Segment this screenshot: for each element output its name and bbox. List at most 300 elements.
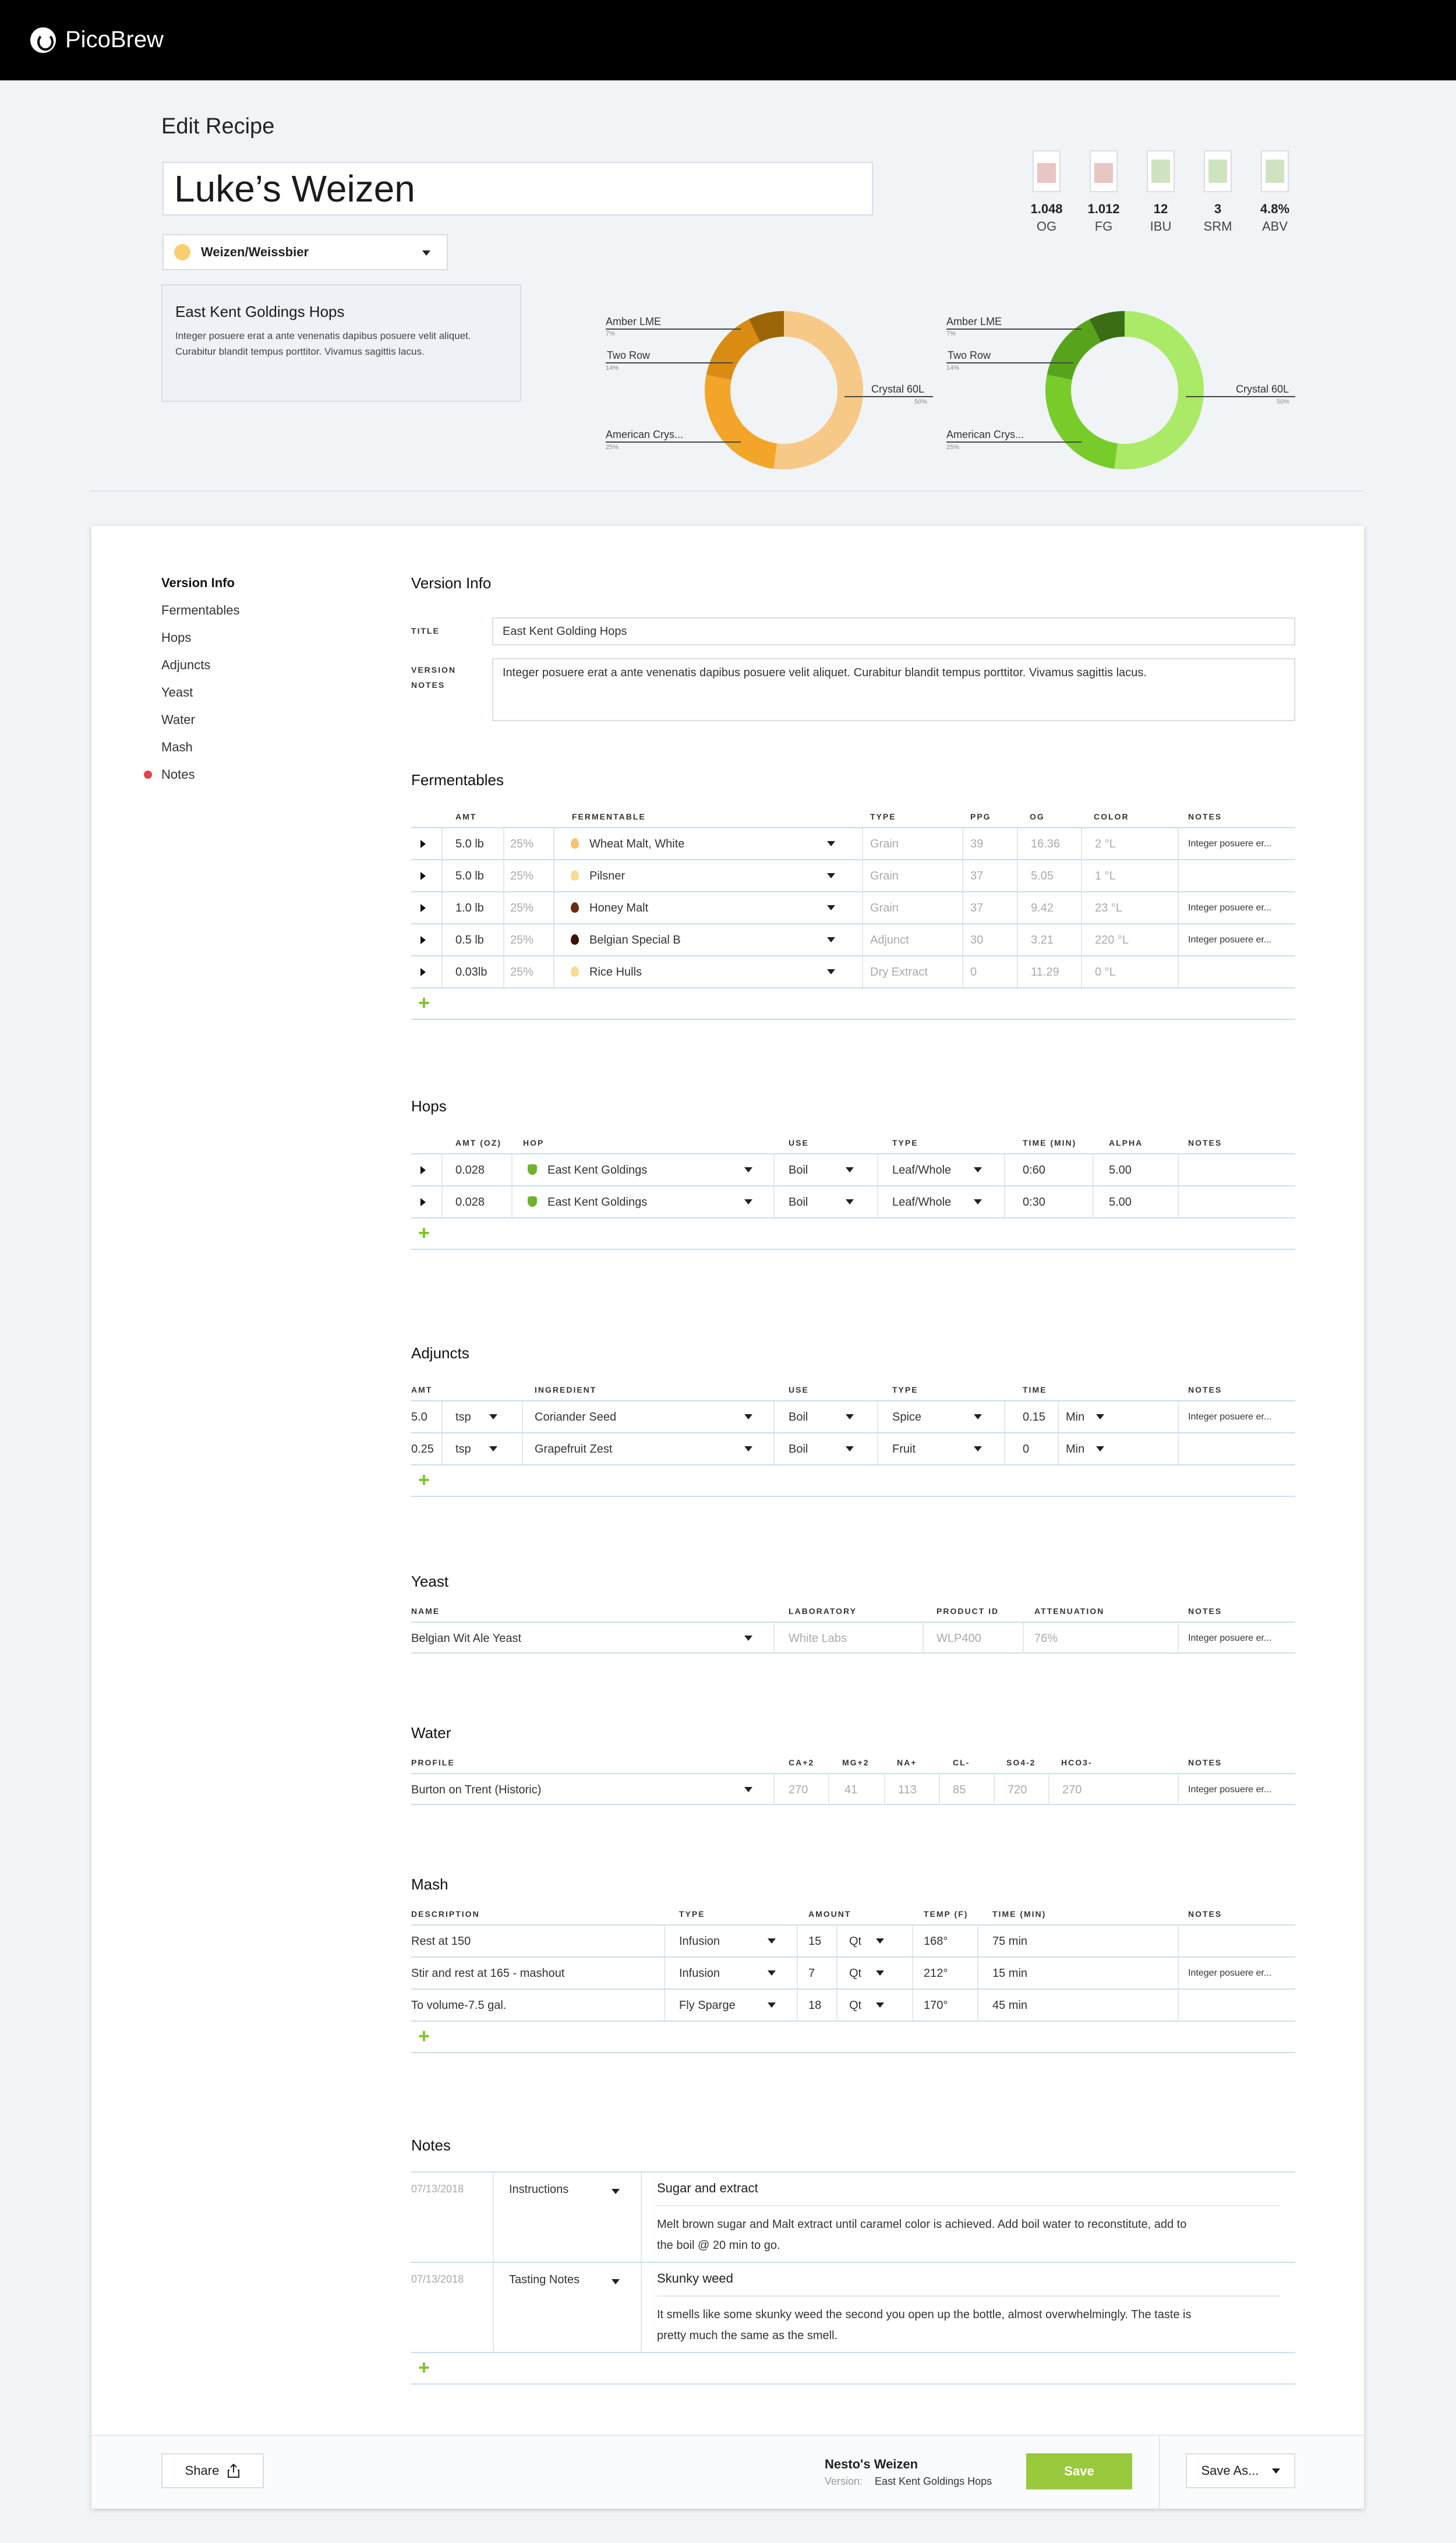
- column-header: PRODUCT ID: [936, 1606, 999, 1616]
- notes-cell[interactable]: Integer posuere er...: [1188, 1412, 1272, 1422]
- ppg-cell: 37: [970, 902, 984, 914]
- expand-row-icon[interactable]: [420, 1166, 426, 1174]
- mash-type-select[interactable]: Fly Sparge: [679, 1999, 736, 2012]
- unit-select[interactable]: Qt: [849, 1967, 862, 1980]
- column-header: DESCRIPTION: [411, 1909, 480, 1919]
- ppg-cell: 37: [970, 870, 984, 882]
- fermentable-name: Wheat Malt, White: [589, 838, 685, 850]
- fermentable-select[interactable]: [571, 934, 681, 947]
- ibu-gauge-icon: [1147, 150, 1175, 192]
- ingredient-select[interactable]: Grapefruit Zest: [535, 1443, 613, 1456]
- amount-cell[interactable]: 0.03lb: [455, 966, 487, 979]
- column-header: TEMP (F): [924, 1909, 969, 1919]
- version-notes-label-line1: VERSION: [411, 665, 457, 674]
- section-title-mash: Mash: [411, 1876, 448, 1893]
- note-category-select[interactable]: Tasting Notes: [509, 2273, 580, 2286]
- chart-label: Two Row: [607, 349, 651, 361]
- hop-select[interactable]: [528, 1196, 647, 1209]
- percent-cell: 25%: [510, 966, 534, 979]
- column-header: NA+: [897, 1758, 917, 1767]
- add-hop-row: [411, 1217, 1295, 1250]
- chevron-down-icon[interactable]: [846, 1446, 854, 1451]
- stat-label: ABV: [1261, 219, 1288, 234]
- color-cell: 0 °L: [1095, 966, 1116, 979]
- expand-row-icon[interactable]: [420, 904, 426, 912]
- section-title-water: Water: [411, 1724, 451, 1742]
- type-cell: Grain: [870, 838, 899, 850]
- column-header: NOTES: [1188, 1385, 1222, 1394]
- hco3-cell: 270: [1062, 1783, 1082, 1796]
- amount-cell[interactable]: 5.0 lb: [455, 838, 484, 850]
- column-header: OG: [1030, 812, 1045, 821]
- title-label: TITLE: [411, 626, 440, 635]
- hops-table: [411, 1130, 1295, 1250]
- add-note-row: [411, 2352, 1295, 2385]
- note-body-line1[interactable]: It smells like some skunky weed the second you open up the bottle, almost overwhelmingly. The taste is: [657, 2308, 1192, 2321]
- temp-cell[interactable]: 170°: [924, 1999, 948, 2012]
- column-header: HCO3-: [1061, 1758, 1093, 1767]
- notes-cell[interactable]: Integer posuere er...: [1188, 839, 1272, 849]
- table-row: [411, 1153, 1295, 1185]
- time-cell[interactable]: 0:30: [1023, 1196, 1045, 1209]
- picobrew-logo-icon: [30, 27, 56, 53]
- temp-cell[interactable]: 212°: [924, 1967, 948, 1980]
- table-row: [411, 859, 1295, 891]
- column-header: MG+2: [842, 1758, 870, 1767]
- stat-ibu: [1132, 150, 1189, 234]
- grain-bill-donut-chart-green: [1043, 309, 1206, 472]
- ca-cell: 270: [789, 1783, 808, 1796]
- chevron-down-icon[interactable]: [846, 1199, 854, 1205]
- ppg-cell: 0: [970, 966, 977, 979]
- unit-select[interactable]: tsp: [455, 1411, 471, 1424]
- fermentable-select[interactable]: [571, 870, 625, 883]
- stat-og: [1018, 150, 1075, 234]
- note-body-line2[interactable]: pretty much the same as the smell.: [657, 2329, 838, 2342]
- time-unit-select[interactable]: Min: [1066, 1443, 1085, 1456]
- section-title-version-info: Version Info: [411, 574, 492, 592]
- recipe-stats: [1018, 150, 1303, 234]
- use-select[interactable]: Boil: [789, 1443, 808, 1456]
- mg-cell: 41: [844, 1783, 858, 1796]
- chevron-down-icon[interactable]: [846, 1414, 854, 1419]
- time-cell[interactable]: 15 min: [992, 1967, 1028, 1980]
- hop-card-title: East Kent Goldings Hops: [175, 303, 345, 320]
- stat-value: 12: [1153, 202, 1168, 216]
- share-button[interactable]: [161, 2453, 264, 2488]
- chart-value-label: 25%: [606, 444, 619, 451]
- expand-row-icon[interactable]: [420, 872, 426, 880]
- temp-cell[interactable]: 168°: [924, 1935, 948, 1948]
- amount-cell[interactable]: 5.0 lb: [455, 870, 484, 882]
- og-cell: 9.42: [1031, 902, 1054, 914]
- hop-info-card: [161, 284, 521, 402]
- chevron-down-icon[interactable]: [827, 969, 835, 974]
- chevron-down-icon[interactable]: [768, 1970, 776, 1976]
- time-cell[interactable]: 45 min: [992, 1999, 1028, 2012]
- cl-cell: 85: [953, 1783, 966, 1796]
- color-cell: 2 °L: [1095, 838, 1116, 850]
- expand-row-icon[interactable]: [420, 936, 426, 944]
- add-note-button[interactable]: +: [418, 2357, 430, 2379]
- column-header: USE: [789, 1138, 809, 1147]
- chevron-down-icon[interactable]: [1096, 1446, 1104, 1451]
- chevron-down-icon[interactable]: [846, 1167, 854, 1172]
- column-header: ATTENUATION: [1034, 1606, 1105, 1616]
- column-header: TIME (MIN): [1023, 1138, 1077, 1147]
- chevron-down-icon[interactable]: [974, 1446, 982, 1451]
- column-header: PPG: [970, 812, 991, 821]
- chart-label: Crystal 60L: [1236, 383, 1289, 395]
- expand-row-icon[interactable]: [420, 1198, 426, 1206]
- table-row: [411, 1989, 1295, 2021]
- section-title-hops: Hops: [411, 1097, 447, 1115]
- grain-color-icon: [571, 902, 579, 913]
- brand-name: PicoBrew: [65, 27, 164, 52]
- section-title-yeast: Yeast: [411, 1573, 449, 1590]
- type-cell: Grain: [870, 902, 899, 914]
- leader-line: [606, 329, 741, 330]
- mash-type-select[interactable]: Infusion: [679, 1935, 720, 1948]
- amount-cell[interactable]: 0.028: [455, 1164, 485, 1177]
- column-header: NOTES: [1188, 1758, 1222, 1767]
- column-header: INGREDIENT: [535, 1385, 597, 1394]
- og-cell: 5.05: [1031, 870, 1054, 882]
- alpha-cell[interactable]: 5.00: [1109, 1196, 1132, 1209]
- chart-value-label: 7%: [606, 330, 615, 337]
- column-header: AMT (OZ): [455, 1138, 501, 1147]
- na-cell: 113: [898, 1783, 917, 1796]
- stat-value: 1.048: [1030, 202, 1063, 216]
- chevron-down-icon[interactable]: [827, 841, 835, 846]
- use-select[interactable]: Boil: [789, 1164, 808, 1177]
- expand-row-icon[interactable]: [420, 968, 426, 976]
- add-fermentable-button[interactable]: +: [418, 992, 430, 1014]
- type-cell: Adjunct: [870, 934, 909, 946]
- leader-line: [946, 362, 1073, 363]
- table-header: [411, 1750, 1295, 1773]
- color-cell: 220 °L: [1095, 934, 1129, 946]
- leader-line: [946, 329, 1082, 330]
- column-header: PROFILE: [411, 1758, 455, 1767]
- expand-row-icon[interactable]: [420, 840, 426, 848]
- column-header: TYPE: [870, 812, 896, 821]
- yeast-table: [411, 1598, 1295, 1654]
- use-select[interactable]: Boil: [789, 1196, 808, 1209]
- donut-slice-crystal-60l: [1114, 311, 1204, 469]
- note-date: 07/13/2018: [411, 2273, 464, 2285]
- nav-item-adjuncts[interactable]: Adjuncts: [161, 658, 211, 672]
- recipe-name-input[interactable]: Luke’s Weizen: [162, 162, 873, 216]
- color-cell: 1 °L: [1095, 870, 1116, 882]
- hop-icon: [528, 1196, 537, 1207]
- note-title[interactable]: Sugar and extract: [657, 2181, 758, 2195]
- srm-gauge-icon: [1204, 150, 1232, 192]
- attenuation-cell: 76%: [1034, 1632, 1058, 1645]
- chevron-down-icon[interactable]: [768, 2002, 776, 2008]
- chart-label: Amber LME: [606, 316, 662, 327]
- stat-fg: [1075, 150, 1132, 234]
- chevron-down-icon[interactable]: [876, 1938, 884, 1944]
- table-row: [411, 827, 1295, 859]
- column-header: AMT: [455, 812, 477, 821]
- table-row: [411, 1432, 1295, 1464]
- section-title-fermentables: Fermentables: [411, 771, 504, 789]
- grain-color-icon: [571, 870, 579, 881]
- chart-value-label: 14%: [946, 365, 960, 372]
- water-table: [411, 1750, 1295, 1805]
- donut-slice-crystal-60l: [773, 311, 863, 469]
- column-header: TYPE: [679, 1909, 705, 1919]
- stat-label: SRM: [1203, 219, 1232, 234]
- chevron-down-icon[interactable]: [612, 2189, 620, 2194]
- hop-select[interactable]: [528, 1164, 647, 1177]
- save-as-label: Save As...: [1201, 2463, 1259, 2478]
- add-adjunct-button[interactable]: +: [418, 1469, 430, 1491]
- note-body-line1[interactable]: Melt brown sugar and Malt extract until caramel color is achieved. Add boil water to reconstitute, add to: [657, 2218, 1187, 2231]
- hop-icon: [528, 1164, 537, 1175]
- og-cell: 16.36: [1031, 838, 1061, 850]
- share-label: Share: [185, 2463, 220, 2478]
- table-row: [411, 955, 1295, 987]
- table-header: [411, 1598, 1295, 1622]
- time-cell[interactable]: 75 min: [992, 1935, 1028, 1948]
- water-profile-select[interactable]: Burton on Trent (Historic): [411, 1783, 542, 1796]
- style-value: Weizen/Weissbier: [201, 245, 309, 259]
- style-select[interactable]: [162, 234, 448, 270]
- notes-cell[interactable]: Integer posuere er...: [1188, 1968, 1272, 1978]
- unit-select[interactable]: Qt: [849, 1935, 862, 1948]
- chevron-down-icon: [1272, 2468, 1280, 2474]
- style-color-icon: [174, 244, 190, 260]
- table-header: [411, 1130, 1295, 1153]
- chevron-down-icon[interactable]: [744, 1199, 752, 1205]
- stat-value: 1.012: [1087, 202, 1120, 216]
- version-title-input[interactable]: East Kent Golding Hops: [492, 617, 1295, 645]
- chevron-down-icon[interactable]: [744, 1636, 752, 1641]
- chevron-down-icon[interactable]: [489, 1446, 497, 1451]
- note-title[interactable]: Skunky weed: [657, 2271, 733, 2286]
- chevron-down-icon[interactable]: [744, 1787, 752, 1792]
- amount-cell[interactable]: 7: [808, 1967, 815, 1980]
- notes-cell[interactable]: Integer posuere er...: [1188, 903, 1272, 913]
- time-cell[interactable]: 0.15: [1023, 1411, 1045, 1424]
- table-row: [411, 1400, 1295, 1432]
- version-notes-textarea[interactable]: Integer posuere erat a ante venenatis dapibus posuere velit aliquet. Curabitur blandit tempus porttitor. Vivamus sagittis lacus.: [492, 658, 1295, 721]
- notes-table: [411, 2171, 1295, 2385]
- table-row: [411, 1773, 1295, 1805]
- adjuncts-table: [411, 1377, 1295, 1497]
- column-header: FERMENTABLE: [572, 812, 646, 821]
- chevron-down-icon[interactable]: [827, 937, 835, 942]
- type-cell: Grain: [870, 870, 899, 882]
- hop-name: East Kent Goldings: [547, 1164, 648, 1177]
- use-select[interactable]: Boil: [789, 1411, 808, 1424]
- type-select[interactable]: Leaf/Whole: [892, 1164, 952, 1177]
- type-select[interactable]: Leaf/Whole: [892, 1196, 952, 1209]
- chart-value-label: 25%: [946, 444, 960, 451]
- amount-cell[interactable]: 1.0 lb: [455, 902, 484, 914]
- grain-color-icon: [571, 966, 579, 977]
- chevron-down-icon[interactable]: [974, 1414, 982, 1419]
- notes-cell[interactable]: Integer posuere er...: [1188, 935, 1272, 945]
- chevron-down-icon[interactable]: [827, 873, 835, 878]
- amount-cell[interactable]: 0.028: [455, 1196, 485, 1209]
- chevron-down-icon[interactable]: [768, 1938, 776, 1944]
- column-header: LABORATORY: [789, 1606, 857, 1616]
- brand-logo[interactable]: [30, 27, 164, 53]
- alpha-cell[interactable]: 5.00: [1109, 1164, 1132, 1177]
- grain-color-icon: [571, 934, 579, 945]
- fermentable-select[interactable]: [571, 838, 684, 851]
- type-select[interactable]: Fruit: [892, 1443, 916, 1456]
- nav-item-water[interactable]: Water: [161, 712, 195, 727]
- save-as-button[interactable]: [1186, 2453, 1295, 2488]
- chevron-down-icon[interactable]: [744, 1414, 752, 1419]
- description-cell[interactable]: To volume-7.5 gal.: [411, 1999, 507, 2012]
- fermentable-select[interactable]: [571, 966, 642, 979]
- notes-cell[interactable]: Integer posuere er...: [1188, 1633, 1272, 1643]
- column-header: COLOR: [1094, 812, 1129, 821]
- fermentable-name: Belgian Special B: [589, 934, 681, 946]
- time-unit-select[interactable]: Min: [1066, 1411, 1085, 1424]
- table-row: [411, 1924, 1295, 1956]
- amount-cell[interactable]: 0.25: [411, 1443, 434, 1456]
- nav-item-mash[interactable]: Mash: [161, 740, 193, 754]
- section-title-adjuncts: Adjuncts: [411, 1344, 469, 1362]
- description-cell[interactable]: Stir and rest at 165 - mashout: [411, 1967, 565, 1980]
- ppg-cell: 39: [970, 838, 984, 850]
- chevron-down-icon[interactable]: [827, 905, 835, 910]
- action-footer: [91, 2435, 1364, 2509]
- amount-cell[interactable]: 18: [808, 1999, 822, 2012]
- abv-gauge-icon: [1261, 150, 1289, 192]
- mash-type-select[interactable]: Infusion: [679, 1967, 720, 1980]
- table-header: [411, 1377, 1295, 1400]
- footer-version-value: East Kent Goldings Hops: [875, 2475, 992, 2487]
- stat-label: FG: [1094, 219, 1113, 234]
- og-cell: 11.29: [1031, 966, 1059, 979]
- note-category-select[interactable]: Instructions: [509, 2183, 569, 2196]
- column-header: AMT: [411, 1385, 433, 1394]
- grain-bill-donut-chart: [702, 309, 865, 472]
- nav-item-notes[interactable]: [161, 766, 240, 793]
- note-entry: [411, 2262, 1295, 2352]
- chart-label: American Crys...: [946, 429, 1024, 440]
- type-select[interactable]: Spice: [892, 1411, 922, 1424]
- yeast-select[interactable]: Belgian Wit Ale Yeast: [411, 1632, 522, 1645]
- chevron-down-icon[interactable]: [612, 2279, 620, 2284]
- section-nav: [161, 574, 240, 793]
- column-header: TIME: [1023, 1385, 1047, 1394]
- nav-item-fermentables[interactable]: Fermentables: [161, 603, 240, 617]
- percent-cell: 25%: [510, 902, 534, 914]
- table-row: [411, 1622, 1295, 1654]
- so4-cell: 720: [1008, 1783, 1027, 1796]
- column-header: TIME (MIN): [992, 1909, 1047, 1919]
- chevron-down-icon[interactable]: [876, 2002, 884, 2008]
- amount-cell[interactable]: 15: [808, 1935, 822, 1948]
- chevron-down-icon[interactable]: [744, 1167, 752, 1172]
- donut-slice-american-crys-: [1045, 375, 1118, 468]
- fermentable-name: Pilsner: [589, 870, 625, 882]
- leader-line: [1186, 396, 1295, 397]
- column-header: HOP: [523, 1138, 545, 1147]
- note-body-line2[interactable]: the boil @ 20 min to go.: [657, 2239, 780, 2252]
- leader-line: [946, 442, 1082, 443]
- hop-card-body: Integer posuere erat a ante venenatis dapibus posuere velit aliquet. Curabitur blandit tempus porttitor. Vivamus sagittis lacus.: [175, 330, 471, 357]
- column-header: NOTES: [1188, 1606, 1222, 1616]
- percent-cell: 25%: [510, 838, 534, 850]
- chevron-down-icon[interactable]: [876, 1970, 884, 1976]
- column-header: NOTES: [1188, 1909, 1222, 1919]
- nav-item-yeast[interactable]: Yeast: [161, 685, 193, 700]
- ppg-cell: 30: [970, 934, 984, 946]
- chevron-down-icon[interactable]: [1096, 1414, 1104, 1419]
- column-header: ALPHA: [1109, 1138, 1143, 1147]
- time-cell[interactable]: 0: [1023, 1443, 1030, 1456]
- table-header: [411, 1901, 1295, 1924]
- donut-slice-american-crys-: [705, 375, 777, 468]
- notes-cell[interactable]: Integer posuere er...: [1188, 1785, 1272, 1795]
- time-cell[interactable]: 0:60: [1023, 1164, 1045, 1177]
- column-header: SO4-2: [1006, 1758, 1036, 1767]
- save-button[interactable]: Save: [1026, 2453, 1132, 2489]
- chart-value-label: 50%: [914, 398, 928, 405]
- chevron-down-icon[interactable]: [489, 1414, 497, 1419]
- hop-name: East Kent Goldings: [547, 1196, 648, 1209]
- color-cell: 23 °L: [1095, 902, 1122, 914]
- note-date: 07/13/2018: [411, 2183, 464, 2195]
- chevron-down-icon: [422, 250, 430, 256]
- leader-line: [606, 362, 733, 363]
- product-id-cell: WLP400: [936, 1632, 981, 1645]
- fermentables-table: [411, 804, 1295, 1020]
- section-title-notes: Notes: [411, 2136, 451, 2154]
- unsaved-indicator-icon: [144, 771, 152, 779]
- amount-cell[interactable]: 0.5 lb: [455, 934, 484, 946]
- unit-select[interactable]: Qt: [849, 1999, 862, 2012]
- amount-cell[interactable]: 5.0: [411, 1411, 427, 1424]
- stat-abv: [1246, 150, 1303, 234]
- column-header: AMOUNT: [808, 1909, 851, 1919]
- chevron-down-icon[interactable]: [744, 1446, 752, 1451]
- add-mash-step-button[interactable]: +: [418, 2025, 430, 2047]
- column-header: USE: [789, 1385, 809, 1394]
- nav-item-version-info[interactable]: Version Info: [161, 575, 235, 590]
- fermentable-select[interactable]: [571, 902, 648, 915]
- percent-cell: 25%: [510, 870, 534, 882]
- leader-line: [606, 442, 741, 443]
- version-notes-label-line2: NOTES: [411, 680, 446, 690]
- add-hop-button[interactable]: +: [418, 1222, 430, 1244]
- chevron-down-icon[interactable]: [974, 1167, 982, 1172]
- description-cell[interactable]: Rest at 150: [411, 1935, 471, 1948]
- unit-select[interactable]: tsp: [455, 1443, 471, 1456]
- nav-item-hops[interactable]: Hops: [161, 630, 192, 645]
- top-bar: [0, 0, 1456, 80]
- ingredient-select[interactable]: Coriander Seed: [535, 1411, 617, 1424]
- column-header: NOTES: [1188, 812, 1222, 821]
- stat-label: OG: [1036, 219, 1057, 234]
- add-mash-step-row: [411, 2021, 1295, 2053]
- chevron-down-icon[interactable]: [974, 1199, 982, 1205]
- column-header: NOTES: [1188, 1138, 1222, 1147]
- table-row: [411, 891, 1295, 923]
- chart-label: Amber LME: [946, 316, 1002, 327]
- chart-value-label: 7%: [946, 330, 956, 337]
- mash-table: [411, 1901, 1295, 2053]
